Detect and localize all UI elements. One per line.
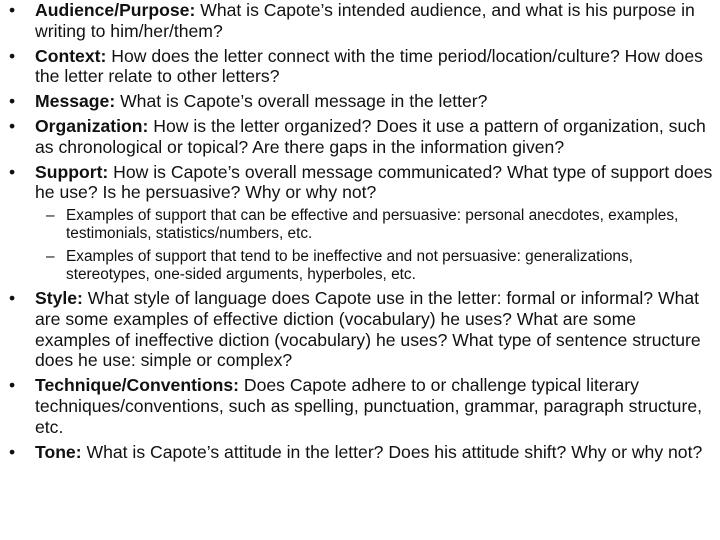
item-term: Organization: [35,115,149,136]
item-text: What style of language does Capote use in the letter: formal or informal? What are some examples of effective diction (vocabulary) he uses? What are some examples of ineffective diction (vocabulary) he uses? What type of sentence structure does he use: simple or complex? [35,287,701,371]
item-term: Tone: [35,441,82,462]
subitem-text: Examples of support that can be effective and persuasive: personal anecdotes, examples, testimonials, statistics/numbers, etc. [66,207,679,243]
bullet-icon: • [9,441,16,462]
item-term: Message: [35,91,116,112]
item-term: Audience/Purpose: [35,0,196,20]
list-item-message [9,91,714,112]
list-item-audience-purpose [9,0,714,42]
bullet-icon: • [9,0,16,20]
item-text: How does the letter connect with the time period/location/culture? How does the letter relate to other letters? [35,45,703,87]
sublist-item-effective-support [35,207,714,243]
item-term: Support: [35,161,109,182]
list-item-style [9,288,714,371]
list-item-technique-conventions [9,375,714,437]
bullet-icon: • [9,287,16,308]
bullet-icon: • [9,45,16,66]
item-term: Style: [35,287,83,308]
dash-icon: – [46,247,55,265]
list-item-support [9,162,714,284]
item-text: What is Capote’s intended audience, and what is his purpose in writing to him/her/them? [35,0,695,41]
list-item-organization [9,116,714,158]
bullet-icon: • [9,91,16,112]
bullet-icon: • [9,161,16,182]
list-item-context [9,46,714,88]
item-text: What is Capote’s attitude in the letter? Does his attitude shift? Why or why not? [81,441,703,462]
dash-icon: – [46,207,55,225]
item-text: How is the letter organized? Does it use a pattern of organization, such as chronological or topical? Are there gaps in the information given? [35,115,706,157]
item-term: Technique/Conventions: [35,375,239,396]
question-list [9,0,714,462]
item-term: Context: [35,45,107,66]
list-item-tone [9,442,714,463]
item-text: What is Capote’s overall message in the letter? [115,91,488,112]
subitem-text: Examples of support that tend to be ineffective and not persuasive: generalizations, stereotypes, one-sided arguments, hyperboles, etc. [66,247,633,283]
bullet-icon: • [9,115,16,136]
item-text: How is Capote’s overall message communicated? What type of support does he use? Is he persuasive? Why or why not? [35,161,713,203]
bullet-icon: • [9,375,16,396]
sublist-item-ineffective-support [35,248,714,284]
item-text: Does Capote adhere to or challenge typical literary techniques/conventions, such as spelling, punctuation, grammar, paragraph structure, etc. [35,375,702,437]
support-sublist [35,207,714,284]
